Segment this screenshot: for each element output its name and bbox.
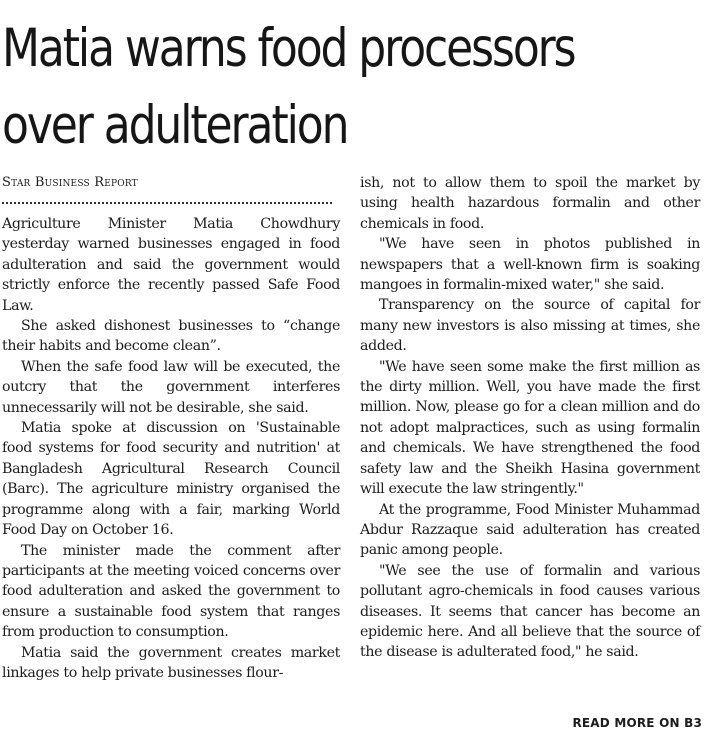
byline: Star Business Report <box>2 175 138 190</box>
article-paragraph: Matia spoke at discussion on 'Sustainable food systems for food security and nutrition' at Bangladesh Agricultural Research Council (Barc). The agriculture ministry organised the programme along with a fair, marking World Food Day on October 16. <box>2 420 340 539</box>
article-paragraph: She asked dishonest businesses to “change their habits and become clean”. <box>2 318 340 355</box>
article-paragraph: "We have seen in photos published in newspapers that a well-known firm is soaking mangoes in formalin-mixed water," she said. <box>360 236 700 294</box>
headline-line-2: over adulteration <box>2 95 348 156</box>
article-paragraph: "We have seen some make the first million as the dirty million. Well, you have made the first million. Now, please go for a clean million and do not adopt malpractices, such as using formalin and chemicals. We have strengthened the food safety law and the Sheikh Hasina government will execute the law stringently." <box>360 358 700 498</box>
article-paragraph: At the programme, Food Minister Muhammad Abdur Razzaque said adulteration has created panic among people. <box>360 501 700 559</box>
article-paragraph: ish, not to allow them to spoil the market by using health hazardous formalin and other chemicals in food. <box>360 175 700 232</box>
article-column-left <box>2 173 340 683</box>
article-paragraph: "We see the use of formalin and various pollutant agro-chemicals in food causes various diseases. It seems that cancer has become an epidemic here. And all believe that the source of the disease is adulterated food," he said. <box>360 562 700 661</box>
article-paragraph: Matia said the government creates market linkages to help private businesses flour- <box>2 644 340 681</box>
article-paragraph: When the safe food law will be executed, the outcry that the government interferes unnecessarily will not be desirable, she said. <box>2 358 340 416</box>
headline-line-1: Matia warns food processors <box>2 18 575 79</box>
headline <box>2 10 593 164</box>
dotted-divider <box>2 202 332 204</box>
read-more-link[interactable]: READ MORE ON B3 <box>572 716 702 730</box>
article-paragraph: The minister made the comment after participants at the meeting voiced concerns over food adulteration and asked the government to ensure a sustainable food system that ranges from production to consumption. <box>2 542 340 641</box>
article-column-right <box>360 173 700 663</box>
article-paragraph: Transparency on the source of capital for many new investors is also missing at times, she added. <box>360 297 700 355</box>
article-paragraph: Agriculture Minister Matia Chowdhury yesterday warned businesses engaged in food adulteration and said the government would strictly enforce the recently passed Safe Food Law. <box>2 216 340 314</box>
